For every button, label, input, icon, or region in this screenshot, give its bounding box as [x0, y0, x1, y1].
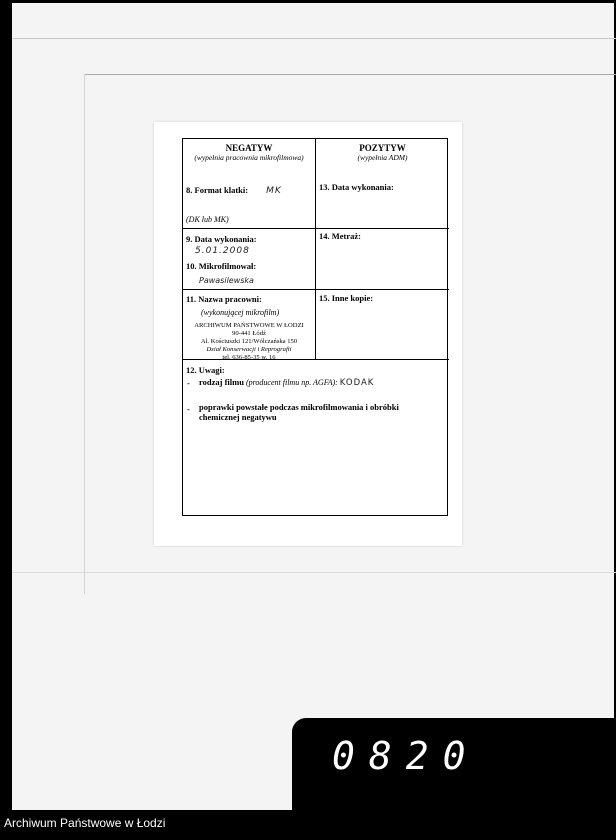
- frame-number: 0820: [332, 734, 480, 778]
- background-line: [12, 572, 616, 573]
- mikrofilmowal-label: 10. Mikrofilmował:: [186, 261, 257, 271]
- column-divider: [315, 139, 316, 359]
- format-hint: (DK lub MK): [186, 215, 229, 224]
- inne-kopie-label: 15. Inne kopie:: [319, 293, 374, 303]
- mikrofilmowal-value: Pawasilewska: [199, 276, 254, 285]
- uwagi-label: 12. Uwagi:: [186, 365, 225, 375]
- negatyw-title: NEGATYW: [225, 143, 273, 153]
- rodzaj-label: rodzaj filmu: [199, 377, 244, 387]
- bullet-rodzaj: -: [187, 378, 190, 388]
- nazwa-hint: (wykonującej mikrofilm): [201, 308, 280, 317]
- stamp-line-4: Dział Konserwacji i Reprografii: [206, 346, 292, 353]
- archive-name: Archiwum Państwowe w Łodzi: [4, 816, 166, 830]
- frame-counter: [292, 718, 616, 810]
- stamp-line-3: Al. Kościuszki 121/Wólczańska 150: [200, 338, 298, 345]
- bullet-poprawki: -: [187, 404, 190, 414]
- format-field: [186, 185, 282, 196]
- microfilm-form: [182, 138, 448, 516]
- negatyw-header: [183, 143, 315, 162]
- archive-stamp: [183, 322, 315, 362]
- nazwa-label: 11. Nazwa pracowni:: [186, 294, 262, 304]
- pozytyw-title: POZYTYW: [359, 143, 406, 153]
- rodzaj-value: KODAK: [339, 378, 375, 388]
- film-frame-left: [0, 0, 12, 810]
- data9-label: 9. Data wykonania:: [186, 234, 257, 244]
- format-label: 8. Format klatki:: [186, 185, 249, 195]
- metraz-label: 14. Metraż:: [319, 231, 362, 241]
- row-divider: [183, 228, 449, 229]
- negatyw-subtitle: (wypełnia pracownia mikrofilmowa): [194, 153, 304, 162]
- data9-value: 5.01.2008: [195, 246, 250, 256]
- stamp-line-1: ARCHIWUM PAŃSTWOWE W ŁODZI: [194, 322, 304, 329]
- background-line: [84, 74, 85, 594]
- pozytyw-subtitle: (wypełnia ADM): [357, 153, 408, 162]
- data13-label: 13. Data wykonania:: [319, 182, 394, 192]
- form-card: [154, 122, 462, 546]
- rodzaj-hint: (producent filmu np. AGFA):: [245, 378, 338, 387]
- background-line: [84, 74, 616, 75]
- poprawki-label: poprawki powstałe podczas mikrofilmowania i obróbki chemicznej negatywu: [199, 402, 399, 422]
- film-frame-top: [0, 0, 616, 3]
- background-line: [12, 38, 616, 39]
- rodzaj-field: [199, 377, 374, 388]
- row-divider: [183, 289, 449, 290]
- stamp-line-5: tel. 636-85-35 w. 16: [222, 354, 276, 361]
- pozytyw-header: [316, 143, 449, 162]
- stamp-line-2: 90-441 Łódź: [232, 330, 266, 337]
- format-value: MK: [266, 186, 282, 196]
